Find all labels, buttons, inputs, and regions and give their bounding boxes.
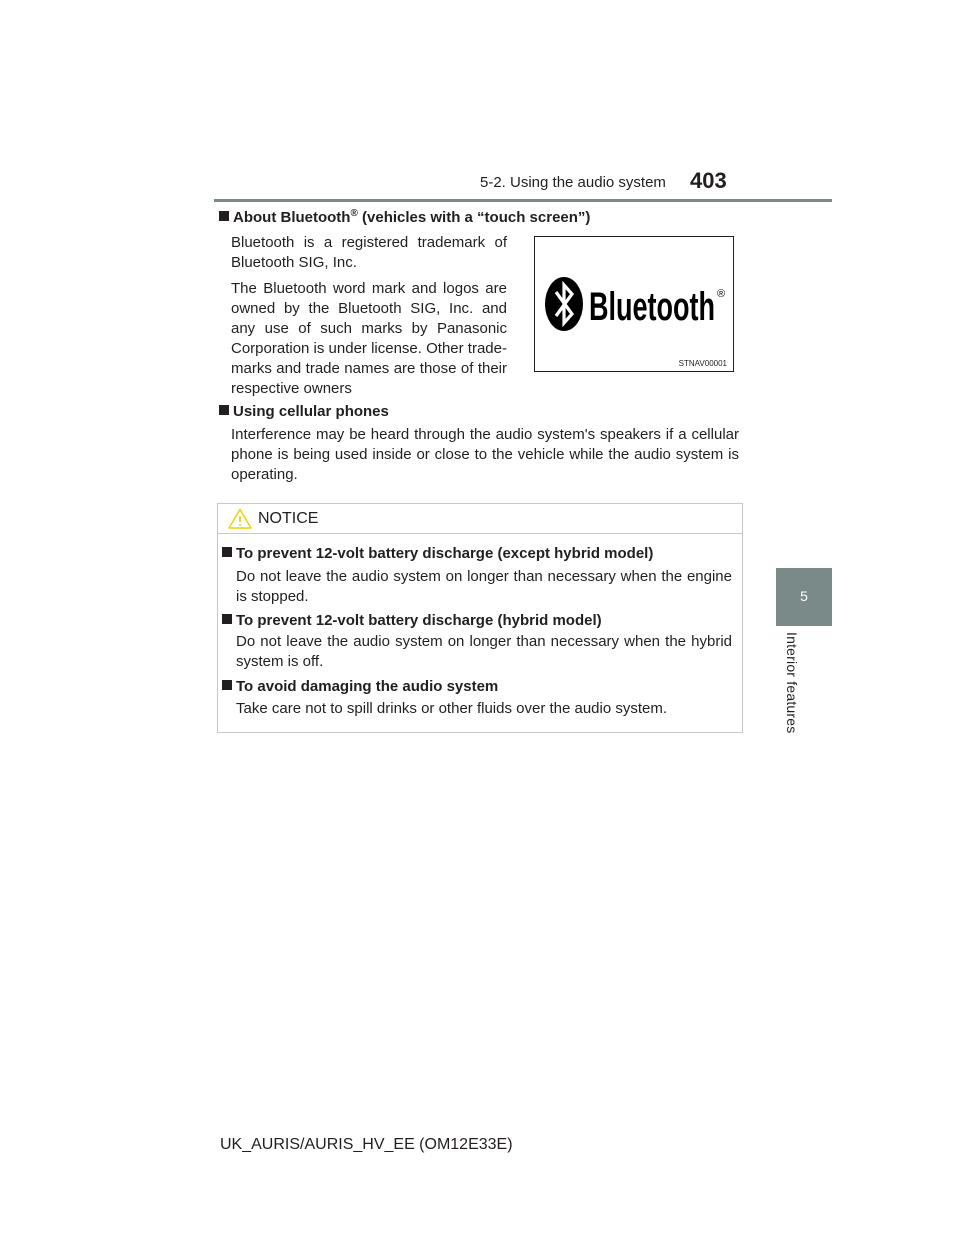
- chapter-number: 5: [800, 588, 808, 604]
- bluetooth-heading: About Bluetooth® (vehicles with a “touch screen”): [219, 208, 590, 226]
- notice-item-body: Do not leave the audio system on longer than necessary when the hybrid system is off.: [236, 633, 732, 670]
- notice-item-heading: To prevent 12-volt battery discharge (hybrid model): [222, 612, 602, 629]
- notice-item-body: Do not leave the audio system on longer than necessary when the engine is stopped.: [236, 568, 732, 605]
- square-bullet-icon: [222, 680, 232, 690]
- notice-item-heading: To prevent 12-volt battery discharge (except hybrid model): [222, 545, 653, 562]
- square-bullet-icon: [219, 405, 229, 415]
- bluetooth-trademark-text: Bluetooth is a registered trademark of Bluetooth SIG, Inc.: [231, 234, 507, 271]
- square-bullet-icon: [222, 614, 232, 624]
- notice-header: [218, 504, 742, 534]
- model-code: UK_AURIS/AURIS_HV_EE (OM12E33E): [220, 1136, 513, 1153]
- image-code: STNAV00001: [678, 359, 727, 368]
- chapter-label: Interior features: [784, 632, 800, 734]
- bluetooth-logo-mark: ®: [717, 288, 726, 300]
- chapter-tab[interactable]: [776, 568, 832, 626]
- notice-box: [217, 503, 743, 733]
- notice-item-heading: To avoid damaging the audio system: [222, 678, 498, 695]
- page-number: 403: [690, 168, 727, 193]
- notice-item-body: Take care not to spill drinks or other fluids over the audio system.: [236, 700, 668, 717]
- square-bullet-icon: [219, 211, 229, 221]
- bluetooth-logo-text: Bluetooth: [589, 285, 715, 329]
- header-rule: [214, 199, 832, 202]
- cellular-heading: Using cellular phones: [219, 403, 389, 420]
- bluetooth-license-text: The Bluetooth word mark and logos are owned by the Bluetooth SIG, Inc. and any use of such marks by Panasonic Corporation is under license. Other trade-marks and trade names are those of their respective owners: [231, 280, 507, 397]
- warning-triangle-icon: [228, 508, 252, 529]
- notice-title: NOTICE: [258, 510, 319, 527]
- bluetooth-logo-figure: [534, 236, 734, 372]
- square-bullet-icon: [222, 547, 232, 557]
- cellular-body: Interference may be heard through the audio system's speakers if a cellular phone is being used inside or close to the vehicle while the audio system is operating.: [231, 426, 739, 483]
- section-title: 5-2. Using the audio system: [480, 174, 666, 191]
- bluetooth-logo-icon: [535, 237, 733, 371]
